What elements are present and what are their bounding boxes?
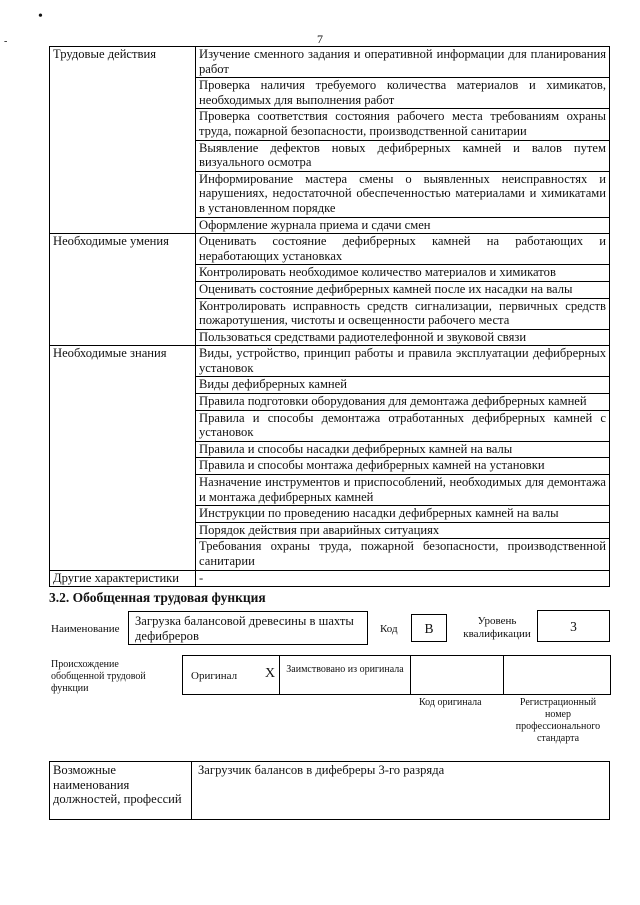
item-cell: Оформление журнала приема и сдачи смен (196, 217, 610, 234)
item-cell: Инструкции по проведению насадки дефибрерных камней на валы (196, 506, 610, 523)
item-cell: Виды дефибрерных камней (196, 377, 610, 394)
corner-mark: • (38, 9, 43, 24)
competency-table (49, 46, 610, 587)
item-cell: Контролировать исправность средств сигнализации, первичных средств пожаротушения, чистоты и освещенности рабочего места (196, 298, 610, 329)
registration-number-caption: Регистрационный номер профессионального стандарта (515, 697, 601, 744)
item-cell: Правила и способы насадки дефибрерных камней на валы (196, 441, 610, 458)
table-row (50, 234, 610, 265)
item-cell: Виды, устройство, принцип работы и правила эксплуатации дефибрерных установок (196, 346, 610, 377)
page-number: 7 (317, 32, 323, 46)
code-label: Код (380, 623, 398, 635)
category-cell: Необходимые знания (50, 346, 196, 570)
category-cell: Необходимые умения (50, 234, 196, 346)
item-cell: - (196, 570, 610, 587)
item-cell: Проверка соответствия состояния рабочего места требованиям охраны труда, пожарной безопасности, производственной санитарии (196, 109, 610, 140)
name-label: Наименование (51, 623, 120, 635)
category-cell: Трудовые действия (50, 47, 196, 234)
item-cell: Изучение сменного задания и оперативной информации для планирования работ (196, 47, 610, 78)
item-cell: Оценивать состояние дефибрерных камней после их насадки на валы (196, 281, 610, 298)
qualification-level-value: 3 (537, 610, 610, 642)
item-cell: Требования охраны труда, пожарной безопасности, производственной санитарии (196, 539, 610, 570)
positions-label: Возможные наименования должностей, профессий (53, 763, 182, 807)
section-title: 3.2. Обобщенная трудовая функция (49, 590, 266, 605)
item-cell: Проверка наличия требуемого количества материалов и химикатов, необходимых для выполнения работ (196, 78, 610, 109)
table-row (50, 47, 610, 78)
item-cell: Правила и способы демонтажа отработанных дефибрерных камней с установок (196, 410, 610, 441)
original-mark: X (265, 666, 276, 681)
margin-mark: - (4, 36, 8, 47)
item-cell: Пользоваться средствами радиотелефонной и звуковой связи (196, 329, 610, 346)
item-cell: Выявление дефектов новых дефибрерных камней и валов путем визуального осмотра (196, 140, 610, 171)
origin-label: Происхождение обобщенной трудовой функции (51, 659, 146, 694)
level-label: Уровень квалификации (463, 615, 531, 640)
item-cell: Правила подготовки оборудования для демонтажа дефибрерных камней (196, 394, 610, 411)
table-row (50, 346, 610, 377)
item-cell: Порядок действия при аварийных ситуациях (196, 522, 610, 539)
item-cell: Правила и способы монтажа дефибрерных камней на установки (196, 458, 610, 475)
code-original-caption: Код оригинала (419, 697, 482, 708)
borrowed-label: Заимствовано из оригинала (286, 664, 404, 675)
original-label: Оригинал (191, 670, 238, 682)
positions-table (49, 761, 610, 820)
category-cell: Другие характеристики (50, 570, 196, 587)
item-cell: Оценивать состояние дефибрерных камней на работающих и неработающих установках (196, 234, 610, 265)
positions-value: Загрузчик балансов в дифебреры 3-го разряда (191, 762, 609, 819)
origin-table (182, 655, 611, 695)
item-cell: Контролировать необходимое количество материалов и химикатов (196, 265, 610, 282)
item-cell: Информирование мастера смены о выявленных неисправностях и нарушениях, недостаточной обеспеченностью материалами и химикатами в установленном порядке (196, 171, 610, 217)
function-name-value: Загрузка балансовой древесины в шахты дефибреров (128, 611, 368, 645)
item-cell: Назначение инструментов и приспособлений, необходимых для демонтажа и монтажа дефибрерных камней (196, 475, 610, 506)
function-code-value: B (411, 614, 447, 642)
table-row (50, 570, 610, 587)
